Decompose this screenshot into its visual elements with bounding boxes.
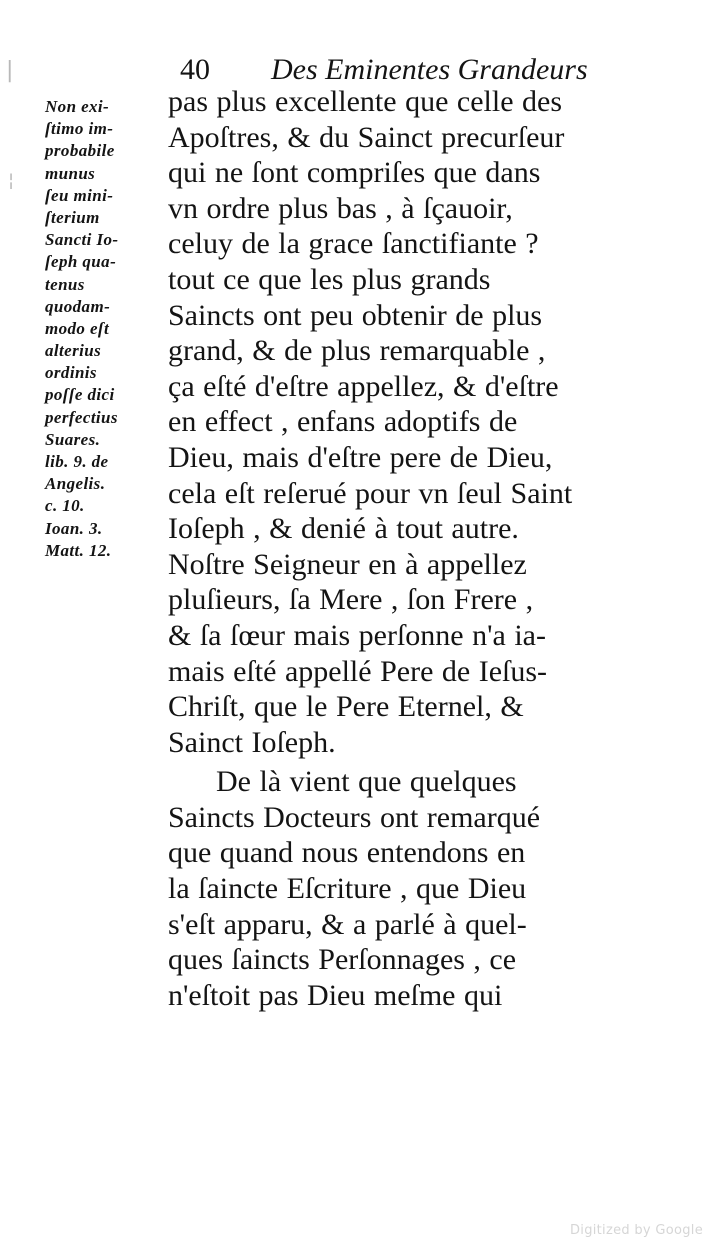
margin-note-line: Non exi- (45, 97, 110, 116)
text-line: ques ſaincts Perſonnages , ce (168, 943, 517, 977)
text-line: Saincts ont peu obtenir de plus (168, 298, 543, 332)
margin-note-line: lib. 9. de (45, 452, 109, 471)
text-line: la ſaincte Eſcriture , que Dieu (168, 872, 527, 906)
margin-note-line: ſeu mini- (45, 185, 114, 205)
text-line: ça eſté d'eſtre appellez, & d'eſtre (168, 369, 559, 403)
margin-note-line: Sancti Io- (45, 230, 119, 250)
margin-note-line: Ioan. 3. (45, 518, 103, 538)
scan-edge-mark: | (6, 58, 14, 83)
margin-note-line: poſſe dici (45, 385, 115, 405)
text-line: Saincts Docteurs ont remarqué (168, 800, 541, 834)
text-line: grand, & de plus remarquable , (168, 334, 546, 368)
margin-note-line: c. 10. (45, 496, 85, 516)
margin-note-line: alterius (45, 341, 102, 361)
text-line: Noſtre Seigneur en à appellez (168, 547, 527, 581)
margin-note-line: ſeph qua- (45, 252, 117, 272)
margin-note-line: Matt. 12. (45, 540, 112, 560)
text-line: que quand nous entendons en (168, 836, 526, 870)
text-line: qui ne ſont compriſes que dans (168, 156, 541, 190)
text-line: Apoſtres, & du Sainct precurſeur (168, 120, 565, 154)
margin-note-line: modo eſt (45, 318, 110, 338)
margin-note-line: perfectius (45, 407, 118, 427)
text-line: tout ce que les plus grands (168, 262, 491, 296)
margin-note-line: ordinis (45, 363, 97, 383)
digitization-watermark: Digitized by Google (569, 1223, 703, 1238)
text-line: pluſieurs, ſa Mere , ſon Frere , (168, 583, 534, 617)
text-line: cela eſt reſerué pour vn ſeul Saint (168, 476, 573, 510)
text-line: Chriſt, que le Pere Eternel, & (168, 690, 524, 724)
text-line: celuy de la grace ſanctifiante ? (168, 227, 539, 261)
body-text (168, 84, 658, 1013)
margin-note-line: quodam- (45, 296, 111, 316)
margin-note-line: ſtimo im- (45, 119, 114, 139)
margin-note-line: Angelis. (45, 474, 106, 494)
text-line: & ſa ſœur mais perſonne n'a ia- (168, 618, 546, 652)
margin-note-line: ſterium (45, 207, 100, 227)
text-line: mais eſté appellé Pere de Ieſus- (168, 654, 548, 688)
paragraph-first-line: De là vient que quelques (216, 765, 517, 799)
text-line: s'eſt apparu, & a parlé à quel- (168, 907, 527, 941)
margin-note-line: tenus (45, 274, 85, 294)
margin-note-line: munus (45, 163, 96, 183)
page-number: 40 (180, 53, 210, 86)
margin-note-line: Suares. (45, 429, 101, 449)
scan-edge-mark: ¦ (8, 170, 15, 191)
text-line: vn ordre plus bas , à ſçauoir, (168, 191, 513, 225)
text-line: Dieu, mais d'eſtre pere de Dieu, (168, 440, 553, 474)
running-title: Des Eminentes Grandeurs (271, 53, 588, 86)
text-line: Sainct Ioſeph. (168, 725, 336, 759)
text-line: en effect , enfans adoptifs de (168, 405, 518, 439)
text-line: Ioſeph , & denié à tout autre. (168, 512, 519, 546)
margin-note-line: probabile (45, 141, 115, 161)
text-line: pas plus excellente que celle des (168, 85, 563, 118)
text-line: n'eſtoit pas Dieu meſme qui (168, 978, 503, 1012)
margin-notes (45, 96, 185, 562)
